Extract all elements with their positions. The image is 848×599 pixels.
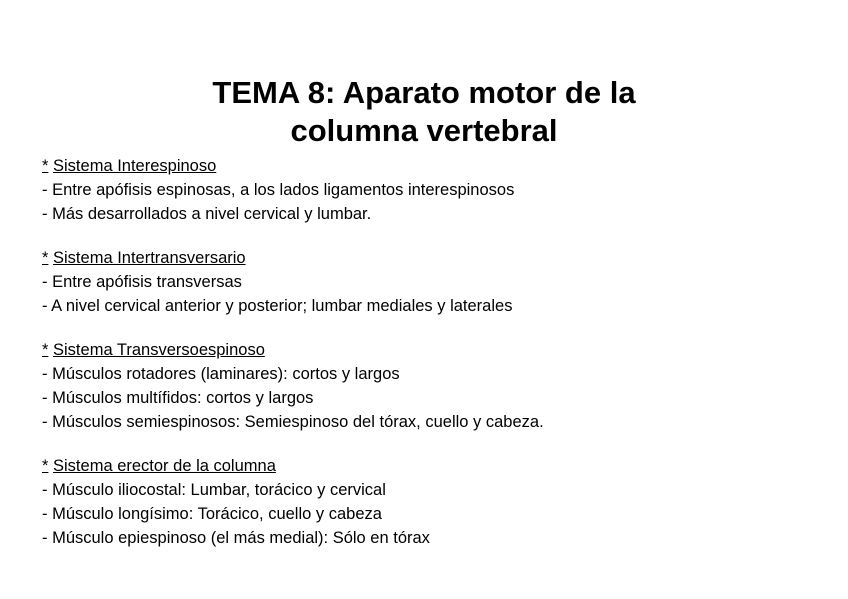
list-item: - Entre apófisis espinosas, a los lados ligamentos interespinosos — [42, 181, 515, 199]
list-item: - Músculo longísimo: Torácico, cuello y cabeza — [42, 505, 382, 523]
section-heading-text: Sistema Transversoespinoso — [53, 341, 265, 359]
list-item: - Músculos multífidos: cortos y largos — [42, 389, 314, 407]
section-heading — [42, 454, 822, 478]
section-heading — [42, 246, 822, 270]
list-item: - A nivel cervical anterior y posterior; lumbar mediales y laterales — [42, 297, 513, 315]
section-marker: * — [42, 249, 49, 267]
section-marker: * — [42, 341, 49, 359]
slide-title-line-2: columna vertebral — [290, 113, 558, 148]
section-erector — [42, 454, 822, 550]
list-item: - Entre apófisis transversas — [42, 273, 242, 291]
section-transversoespinoso — [42, 338, 822, 434]
section-marker: * — [42, 457, 49, 475]
slide-content — [42, 154, 822, 570]
list-item: - Músculo epiespinoso (el más medial): Sólo en tórax — [42, 529, 430, 547]
section-heading-text: Sistema Intertransversario — [53, 249, 246, 267]
section-interespinoso — [42, 154, 822, 226]
slide-title-line-1: TEMA 8: Aparato motor de la — [212, 75, 636, 110]
list-item: - Músculo iliocostal: Lumbar, torácico y cervical — [42, 481, 386, 499]
section-intertransversario — [42, 246, 822, 318]
section-heading-text: Sistema erector de la columna — [53, 457, 276, 475]
list-item: - Más desarrollados a nivel cervical y lumbar. — [42, 205, 372, 223]
section-marker: * — [42, 157, 49, 175]
list-item: - Músculos semiespinosos: Semiespinoso del tórax, cuello y cabeza. — [42, 413, 544, 431]
list-item: - Músculos rotadores (laminares): cortos y largos — [42, 365, 400, 383]
section-heading — [42, 338, 822, 362]
section-heading-text: Sistema Interespinoso — [53, 157, 217, 175]
section-heading — [42, 154, 822, 178]
slide-title — [0, 74, 848, 150]
